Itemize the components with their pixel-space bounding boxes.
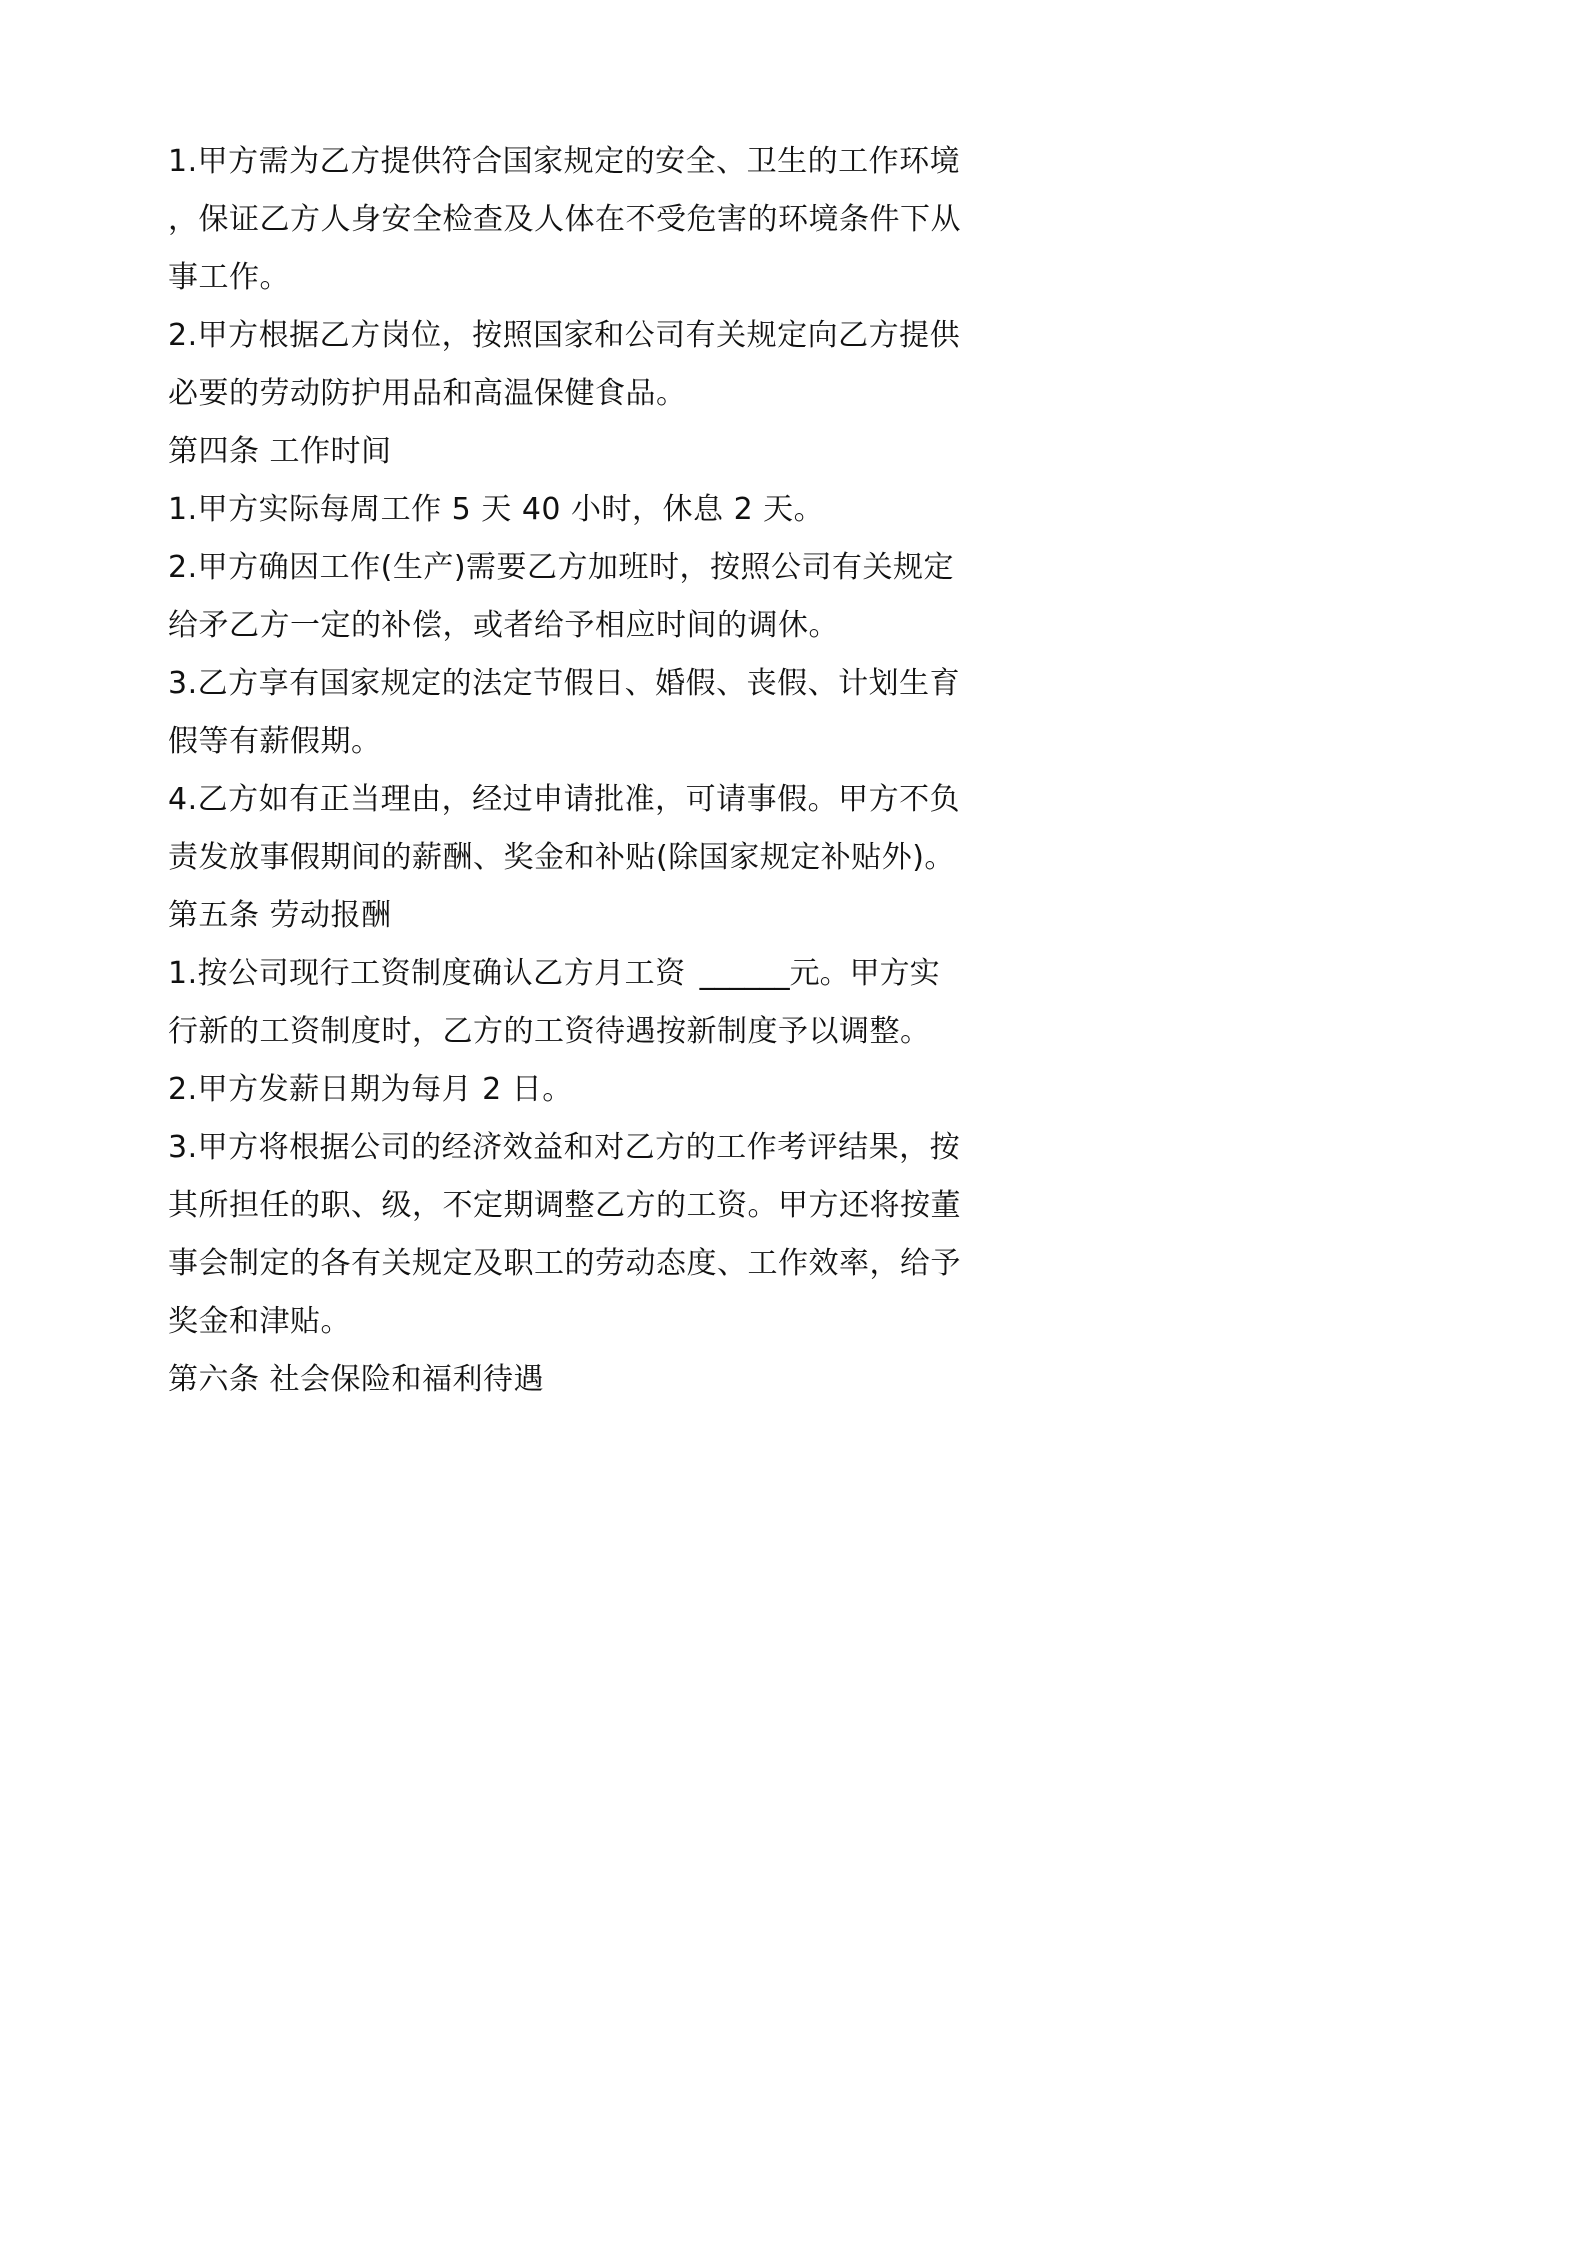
text-line: 假等有薪假期。 bbox=[168, 724, 382, 759]
section-heading-article-6: 第六条 社会保险和福利待遇 bbox=[168, 1362, 545, 1397]
salary-blank-end: ______元。甲方实 bbox=[699, 956, 940, 991]
text-line: 3.甲方将根据公司的经济效益和对乙方的工作考评结果，按 bbox=[168, 1130, 961, 1165]
document-page bbox=[0, 0, 1100, 1552]
text-line: 1.甲方实际每周工作 5 天 40 小时，休息 2 天。 bbox=[168, 492, 825, 527]
salary-line-start: 1.按公司现行工资制度确认乙方月工资 bbox=[168, 956, 686, 991]
text-line: 4.乙方如有正当理由，经过申请批准，可请事假。甲方不负 bbox=[168, 782, 961, 817]
text-line: 2.甲方根据乙方岗位，按照国家和公司有关规定向乙方提供 bbox=[168, 318, 961, 353]
text-line: 行新的工资制度时，乙方的工资待遇按新制度予以调整。 bbox=[168, 1014, 931, 1049]
contract-text bbox=[168, 133, 961, 1409]
text-line: 3.乙方享有国家规定的法定节假日、婚假、丧假、计划生育 bbox=[168, 666, 961, 701]
text-line: 必要的劳动防护用品和高温保健食品。 bbox=[168, 376, 687, 411]
text-line: 其所担任的职、级，不定期调整乙方的工资。甲方还将按董 bbox=[168, 1188, 961, 1223]
section-heading-article-4: 第四条 工作时间 bbox=[168, 434, 392, 469]
text-line: 给矛乙方一定的补偿，或者给予相应时间的调休。 bbox=[168, 608, 839, 643]
text-line: 责发放事假期间的薪酬、奖金和补贴(除国家规定补贴外)。 bbox=[168, 840, 955, 875]
text-line: 事会制定的各有关规定及职工的劳动态度、工作效率，给予 bbox=[168, 1246, 961, 1281]
section-heading-article-5: 第五条 劳动报酬 bbox=[168, 898, 392, 933]
text-line: 1.甲方需为乙方提供符合国家规定的安全、卫生的工作环境 bbox=[168, 144, 961, 179]
text-line: 2.甲方确因工作(生产)需要乙方加班时，按照公司有关规定 bbox=[168, 550, 955, 585]
text-line: ，保证乙方人身安全检查及人体在不受危害的环境条件下从 bbox=[168, 202, 961, 237]
text-line: 奖金和津贴。 bbox=[168, 1304, 351, 1339]
text-line: 事工作。 bbox=[168, 260, 290, 295]
text-line: 2.甲方发薪日期为每月 2 日。 bbox=[168, 1072, 573, 1107]
salary-line bbox=[168, 945, 948, 1003]
